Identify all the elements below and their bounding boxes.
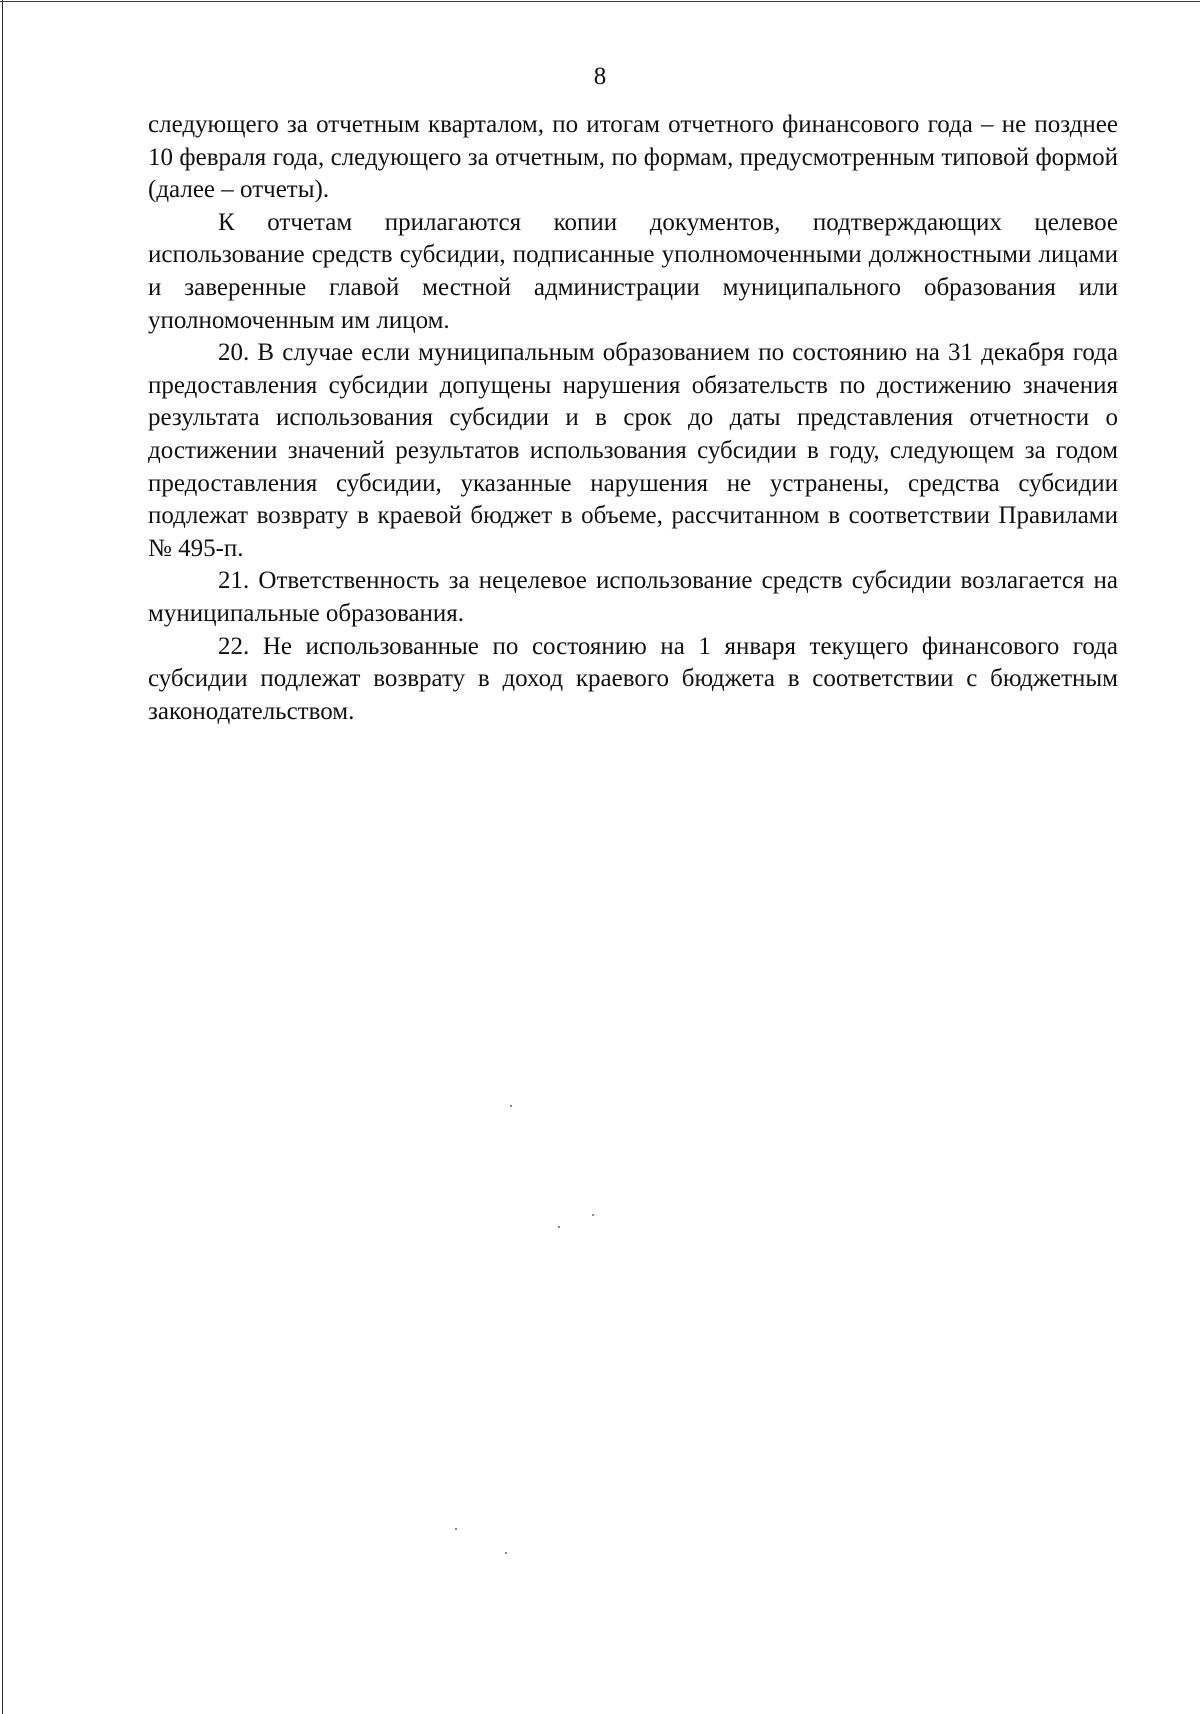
scan-speck: [510, 1105, 512, 1107]
paragraph-clause-20: 20. В случае если муниципальным образованием по состоянию на 31 декабря года предоставления субсидии допущены нарушения обязательств по достижению значения результата использования субсидии и в срок до даты представления отчетности о достижении значений результатов использования субсидии в году, следующем за годом предоставления субсидии, указанные нарушения не устранены, средства субсидии подлежат возврату в краевой бюджет в объеме, рассчитанном в соответствии Правилами № 495-п.: [148, 339, 1118, 562]
page-number: 8: [593, 63, 607, 90]
scan-edge-top: [0, 1, 1200, 2]
paragraph-clause-21: 21. Ответственность за нецелевое использование средств субсидии возлагается на муниципальные образования.: [148, 567, 1118, 627]
paragraph-attachments: К отчетам прилагаются копии документов, подтверждающих целевое использование средств субсидии, подписанные уполномоченными должностными лицами и заверенные главой местной администрации муниципального образования или уполномоченным им лицом.: [148, 208, 1118, 334]
document-body: [148, 109, 1118, 728]
scan-edge-left: [2, 0, 3, 1714]
scan-speck: [505, 1552, 507, 1554]
paragraph-clause-22: 22. Не использованные по состоянию на 1 января текущего финансового года субсидии подлежат возврату в доход краевого бюджета в соответствии с бюджетным законодательством.: [148, 632, 1118, 725]
scan-speck: [592, 1214, 594, 1216]
paragraph-continuation: следующего за отчетным кварталом, по итогам отчетного финансового года – не позднее 10 февраля года, следующего за отчетным, по формам, предусмотренным типовой формой (далее – отчеты).: [148, 111, 1118, 204]
scan-speck: [455, 1528, 457, 1530]
scan-speck: [558, 1226, 560, 1228]
